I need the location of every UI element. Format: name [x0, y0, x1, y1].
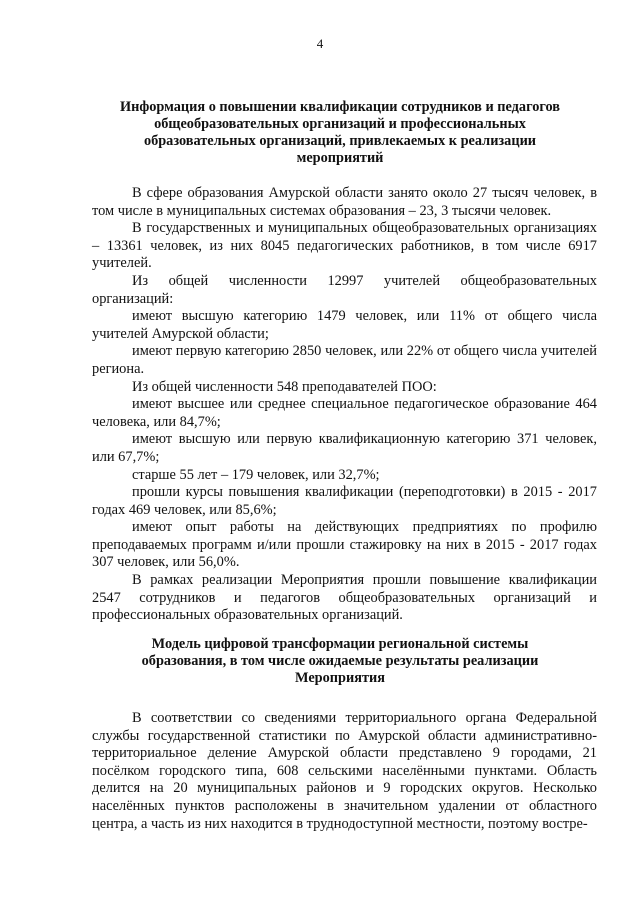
paragraph: старше 55 лет – 179 человек, или 32,7%;: [132, 466, 380, 483]
heading-line: образования, в том числе ожидаемые результаты реализации: [141, 653, 539, 669]
paragraph: имеют опыт работы на действующих предприятиях по профилю преподаваемых программ и/или прошли стажировку на них в 2015 - 2017 годах 307 человек, или 56,0%.: [92, 519, 597, 571]
paragraph: прошли курсы повышения квалификации (переподготовки) в 2015 - 2017 годах 469 человек, или 85,6%;: [92, 484, 597, 518]
paragraph: В рамках реализации Мероприятия прошли повышение квалификации 2547 сотрудников и педагогов общеобразовательных организаций и профессиональных образовательных организаций.: [92, 572, 597, 624]
section-heading-qualification: [90, 99, 590, 167]
section-body-digital-transformation: [92, 710, 597, 833]
section-body-qualification: [92, 185, 597, 625]
paragraph: имеют высшее или среднее специальное педагогическое образование 464 человека, или 84,7%;: [92, 396, 597, 430]
paragraph: имеют первую категорию 2850 человек, или 22% от общего числа учителей региона.: [92, 343, 597, 377]
heading-line: мероприятий: [296, 150, 384, 166]
paragraph: В сфере образования Амурской области занято около 27 тысяч человек, в том числе в муниципальных системах образования – 23, 3 тысячи человек.: [92, 185, 597, 219]
paragraph: имеют высшую категорию 1479 человек, или 11% от общего числа учителей Амурской области;: [92, 308, 597, 342]
paragraph: Из общей численности 12997 учителей общеобразовательных организаций:: [92, 272, 597, 307]
paragraph: В государственных и муниципальных общеобразовательных организациях – 13361 человек, из них 8045 педагогических работников, в том числе 6917 учителей.: [92, 220, 597, 272]
page-number: 4: [316, 36, 324, 51]
paragraph: В соответствии со сведениями территориального органа Федеральной службы государственной статистики по Амурской области административно-территориальное деление Амурской области представлено 9 городами, 21 посёлком городского типа, 608 сельскими населёнными пунктами. Область делится на 20 муниципальных районов и 9 городских округов. Несколько населённых пунктов расположены в значительном удалении от областного центра, а часть из них находится в труднодоступной местности, поэтому востре-: [92, 710, 597, 832]
heading-line: Информация о повышении квалификации сотрудников и педагогов: [120, 99, 560, 115]
heading-line: образовательных организаций, привлекаемых к реализации: [143, 133, 537, 149]
paragraph: Из общей численности 548 преподавателей ПОО:: [132, 378, 437, 395]
heading-line: общеобразовательных организаций и профессиональных: [154, 116, 526, 132]
paragraph: имеют высшую или первую квалификационную категорию 371 человек, или 67,7%;: [92, 431, 597, 465]
heading-line: Мероприятия: [295, 670, 385, 686]
section-heading-digital-transformation: [90, 636, 590, 687]
heading-line: Модель цифровой трансформации региональной системы: [151, 636, 529, 652]
